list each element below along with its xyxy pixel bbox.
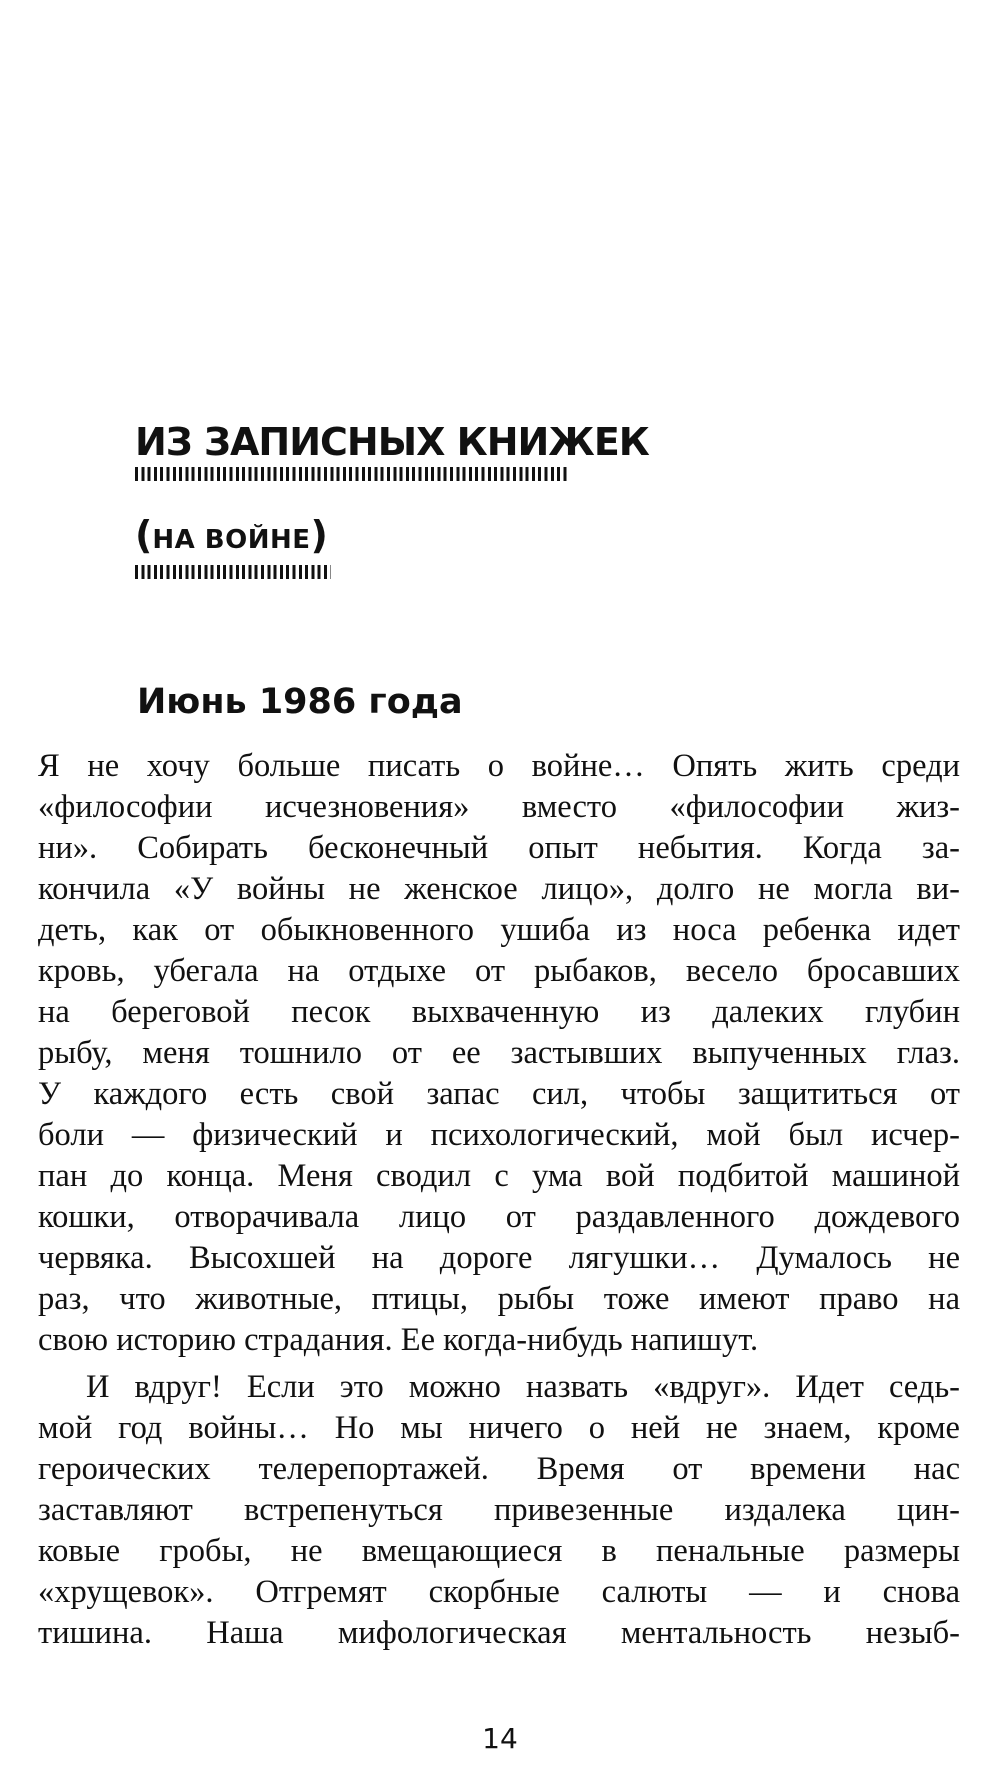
- text-line: червяка. Высохшей на дороге лягушки… Думалось не: [38, 1240, 960, 1276]
- text-line: кончила «У войны не женское лицо», долго не могла ви-: [38, 871, 960, 907]
- text-line: «философии исчезновения» вместо «философии жиз-: [38, 789, 960, 825]
- paragraph: [38, 746, 960, 1361]
- text-line: Я не хочу больше писать о войне… Опять жить среди: [38, 748, 960, 784]
- page-number: 14: [482, 1722, 518, 1755]
- chapter-subtitle: [135, 513, 595, 562]
- text-line: боли — физический и психологический, мой был исчер-: [38, 1117, 960, 1153]
- paragraph: [38, 1367, 960, 1654]
- text-line: раз, что животные, птицы, рыбы тоже имеют право на: [38, 1281, 960, 1317]
- text-line: «хрущевок». Отгремят скорбные салюты — и снова: [38, 1574, 960, 1610]
- text-line: ковые гробы, не вмещающиеся в пенальные размеры: [38, 1533, 960, 1569]
- subtitle-open-paren: (: [135, 513, 153, 557]
- title-decorative-rule: [135, 467, 567, 481]
- text-line: на береговой песок выхваченную из далеких глубин: [38, 994, 960, 1030]
- text-line: И вдруг! Если это можно назвать «вдруг». Идет седь-: [86, 1369, 960, 1405]
- text-line: тишина. Наша мифологическая ментальность незыб-: [38, 1615, 960, 1651]
- text-line: рыбу, меня тошнило от ее застывших выпученных глаз.: [38, 1035, 960, 1071]
- chapter-heading: [135, 420, 649, 579]
- text-line: кошки, отворачивала лицо от раздавленного дождевого: [38, 1199, 960, 1235]
- chapter-title: ИЗ ЗАПИСНЫХ КНИЖЕК: [135, 420, 649, 464]
- subtitle-text: НА ВОЙНЕ: [152, 525, 311, 555]
- text-line: пан до конца. Меня сводил с ума вой подбитой машиной: [38, 1158, 960, 1194]
- text-line: ни». Собирать бесконечный опыт небытия. Когда за-: [38, 830, 960, 866]
- text-line: мой год войны… Но мы ничего о ней не знаем, кроме: [38, 1410, 960, 1446]
- text-line: героических телерепортажей. Время от времени нас: [38, 1451, 960, 1487]
- body-text: [38, 746, 960, 1654]
- text-line: кровь, убегала на отдыхе от рыбаков, весело бросавших: [38, 953, 960, 989]
- text-line: заставляют встрепенуться привезенные издалека цин-: [38, 1492, 960, 1528]
- subtitle-close-paren: ): [310, 513, 328, 557]
- text-line: деть, как от обыкновенного ушиба из носа ребенка идет: [38, 912, 960, 948]
- text-line: У каждого есть свой запас сил, чтобы защититься от: [38, 1076, 960, 1112]
- section-date-heading: Июнь 1986 года: [137, 682, 463, 722]
- text-line: свою историю страдания. Ее когда-нибудь напишут.: [38, 1322, 759, 1358]
- subtitle-decorative-rule: [135, 565, 331, 579]
